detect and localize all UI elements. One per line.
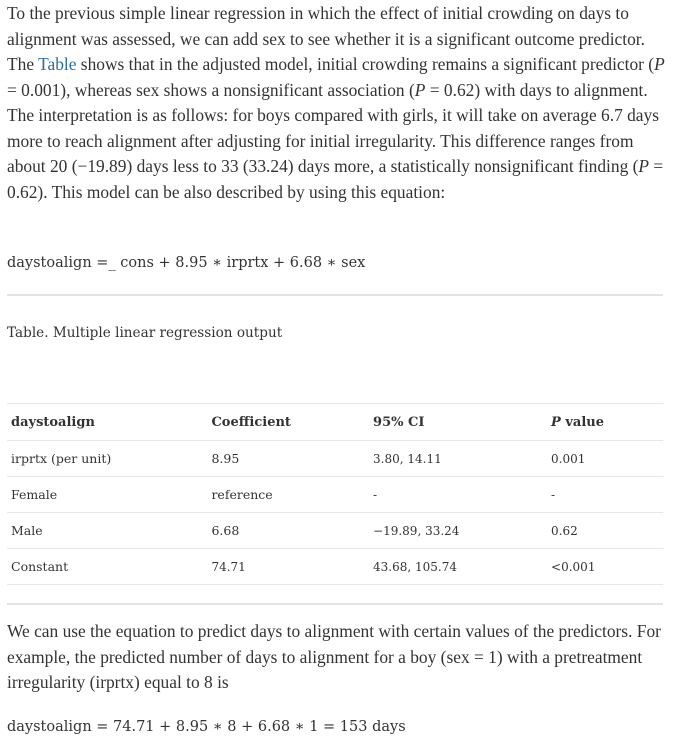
table-row bbox=[7, 549, 663, 585]
cell-p-value: <0.001 bbox=[547, 549, 663, 585]
table-caption bbox=[7, 325, 282, 341]
cell-ci: 3.80, 14.11 bbox=[369, 441, 547, 477]
p-symbol: P bbox=[638, 156, 650, 176]
table-header-row bbox=[7, 404, 663, 441]
cell-coefficient: 6.68 bbox=[207, 513, 369, 549]
divider bbox=[7, 294, 663, 296]
cell-ci: −19.89, 33.24 bbox=[369, 513, 547, 549]
cell-variable: Female bbox=[7, 477, 207, 513]
paragraph-text: = 0.62). This model can be also described by using this equation: bbox=[7, 156, 664, 202]
cell-ci: - bbox=[369, 477, 547, 513]
header-coefficient: Coefficient bbox=[207, 404, 369, 441]
cell-variable: Male bbox=[7, 513, 207, 549]
cell-p-value: 0.001 bbox=[547, 441, 663, 477]
cell-coefficient: 74.71 bbox=[207, 549, 369, 585]
header-p-rest: value bbox=[560, 414, 604, 430]
header-variable: daystoalign bbox=[7, 404, 207, 441]
header-ci: 95% CI bbox=[369, 404, 547, 441]
divider bbox=[7, 603, 663, 605]
p-symbol: P bbox=[414, 79, 426, 100]
model-equation: daystoalign =_ cons + 8.95 ∗ irprtx + 6.68 ∗ sex bbox=[7, 255, 366, 271]
cell-ci: 43.68, 105.74 bbox=[369, 549, 547, 585]
table-row bbox=[7, 477, 663, 513]
regression-table bbox=[7, 403, 663, 585]
cell-p-value: - bbox=[547, 477, 663, 513]
table-caption-label: Table. bbox=[7, 325, 49, 341]
paragraph-model-description bbox=[7, 1, 667, 205]
paragraph-prediction: We can use the equation to predict days to alignment with certain values of the predictors. For example, the predicted number of days to alignment for a boy (sex = 1) with a pretreatment irregularity (irprtx) equal to 8 is bbox=[7, 621, 661, 692]
table-row bbox=[7, 513, 663, 549]
table-caption-text: Multiple linear regression output bbox=[48, 325, 283, 341]
p-symbol: P bbox=[654, 54, 665, 74]
header-p-value bbox=[547, 404, 663, 441]
cell-p-value: 0.62 bbox=[547, 513, 663, 549]
cell-coefficient: reference bbox=[207, 477, 369, 513]
paragraph-text: = 0.62) with days to alignment. The interpretation is as follows: for boys compared with girls, it will take on average 6.7 days more to reach alignment after adjusting for initial irregularity. This difference ranges from about 20 (−19.89) days less to 33 (33.24) days more, a statistically nonsignificant finding ( bbox=[7, 79, 659, 176]
paragraph-text: = 0.001), whereas sex shows a nonsignificant association ( bbox=[7, 79, 415, 100]
table-link[interactable]: Table bbox=[38, 54, 77, 74]
cell-variable: Constant bbox=[7, 549, 207, 585]
paragraph-text: shows that in the adjusted model, initial crowding remains a significant predictor ( bbox=[76, 54, 655, 74]
cell-variable: irprtx (per unit) bbox=[7, 441, 207, 477]
prediction-equation: daystoalign = 74.71 + 8.95 ∗ 8 + 6.68 ∗ 1 = 153 days bbox=[7, 719, 406, 735]
table-row bbox=[7, 441, 663, 477]
p-symbol: P bbox=[551, 414, 561, 430]
paragraph-text: To the previous simple linear regression in which the effect of initial crowding on days to alignment was assessed, we can add sex to see whether it is a significant outcome predictor. The bbox=[7, 3, 645, 74]
cell-coefficient: 8.95 bbox=[207, 441, 369, 477]
